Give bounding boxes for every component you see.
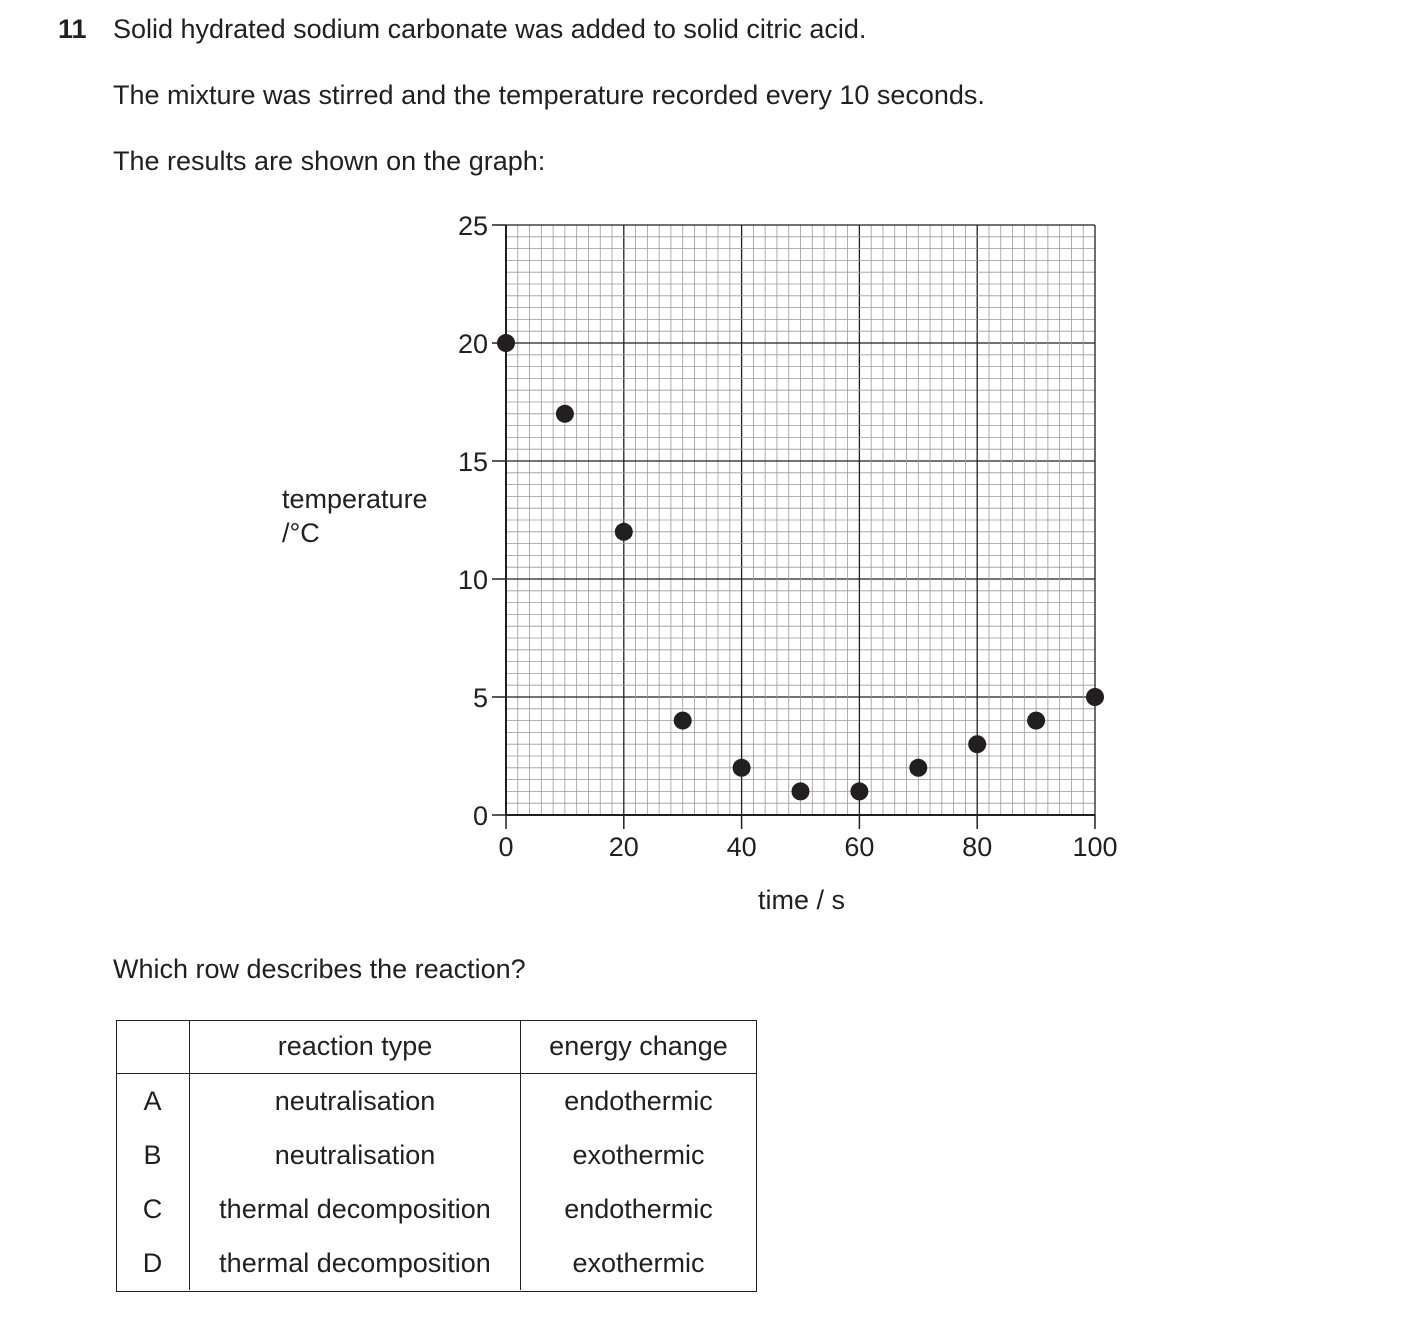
table-row[interactable] xyxy=(116,1236,756,1290)
data-point xyxy=(792,782,810,800)
row-letter: A xyxy=(116,1074,190,1129)
table-row[interactable] xyxy=(116,1182,756,1236)
data-point xyxy=(909,759,927,777)
question-prompt: Which row describes the reaction? xyxy=(113,954,526,984)
data-point xyxy=(968,735,986,753)
y-tick-label: 25 xyxy=(457,211,488,241)
header-energy-change: energy change xyxy=(521,1020,757,1074)
x-tick-label: 20 xyxy=(608,832,639,862)
question-number: 11 xyxy=(58,14,87,44)
x-tick-label: 0 xyxy=(498,832,514,862)
header-reaction-type: reaction type xyxy=(190,1020,521,1074)
y-tick-label: 15 xyxy=(457,447,488,477)
question-line-1: Solid hydrated sodium carbonate was added to solid citric acid. xyxy=(113,14,867,44)
data-point xyxy=(497,334,515,352)
y-axis-label xyxy=(282,482,428,550)
x-tick-label: 80 xyxy=(962,832,993,862)
y-axis-label-line1: temperature xyxy=(282,484,428,514)
row-reaction-type: neutralisation xyxy=(190,1074,521,1129)
options-table xyxy=(116,1020,756,1290)
data-point xyxy=(1086,688,1104,706)
row-energy-change: endothermic xyxy=(564,1193,713,1224)
row-letter: B xyxy=(116,1128,190,1182)
row-reaction-type: thermal decomposition xyxy=(190,1236,521,1290)
data-point xyxy=(1027,712,1045,730)
data-point xyxy=(615,523,633,541)
header-blank xyxy=(116,1020,190,1074)
y-tick-label: 20 xyxy=(457,329,488,359)
row-letter: D xyxy=(116,1236,190,1290)
question-line-2: The mixture was stirred and the temperature recorded every 10 seconds. xyxy=(113,80,985,110)
x-tick-label: 60 xyxy=(844,832,875,862)
y-axis-label-line2: /°C xyxy=(282,518,320,548)
table-header-row xyxy=(116,1020,756,1074)
x-tick-label: 100 xyxy=(1072,832,1118,862)
data-point xyxy=(733,759,751,777)
x-axis-label: time / s xyxy=(758,885,846,915)
table-row[interactable] xyxy=(116,1128,756,1182)
table-row[interactable] xyxy=(116,1074,756,1129)
question-line-3: The results are shown on the graph: xyxy=(113,146,546,176)
row-reaction-type: neutralisation xyxy=(190,1128,521,1182)
row-energy-change: exothermic xyxy=(572,1247,705,1278)
y-tick-label: 10 xyxy=(457,565,488,595)
data-point xyxy=(674,712,692,730)
y-tick-label: 0 xyxy=(472,801,488,831)
row-energy-change: exothermic xyxy=(572,1139,705,1170)
row-reaction-type: thermal decomposition xyxy=(190,1182,521,1236)
y-tick-label: 5 xyxy=(472,683,488,713)
row-energy-change: endothermic xyxy=(564,1085,713,1116)
data-point xyxy=(850,782,868,800)
x-tick-label: 40 xyxy=(726,832,757,862)
data-point xyxy=(556,405,574,423)
row-letter: C xyxy=(116,1182,190,1236)
